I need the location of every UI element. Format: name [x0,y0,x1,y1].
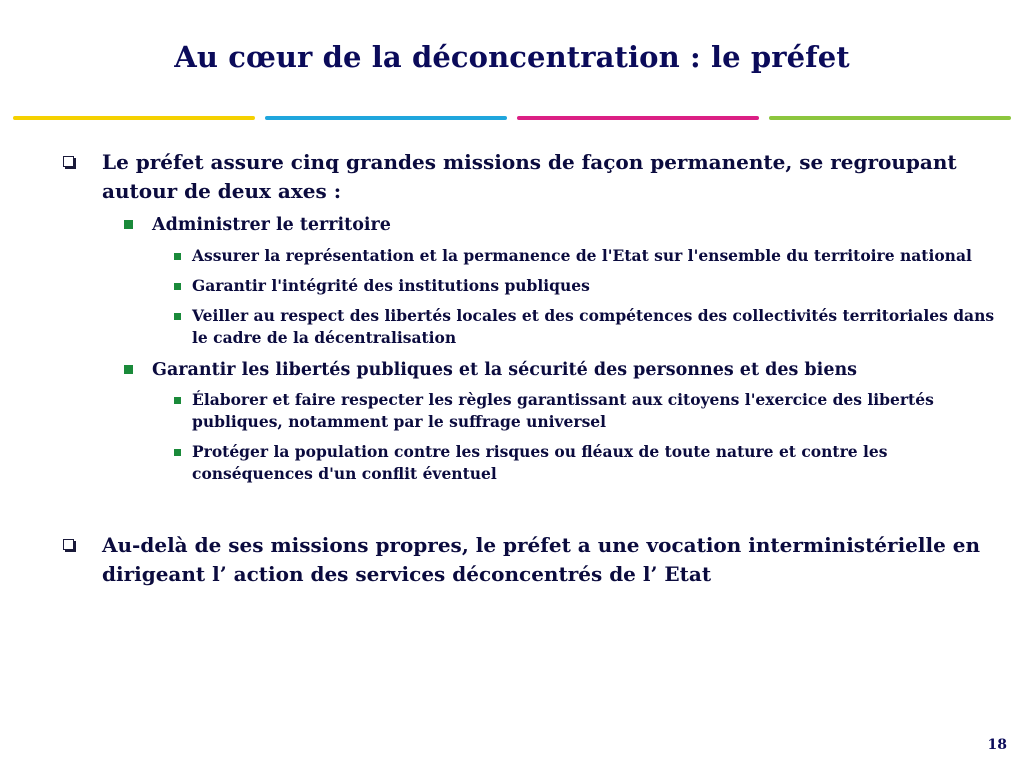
axis-1-label: Administrer le territoire [152,215,391,235]
axis-2-item-2-text: Protéger la population contre les risques ou fléaux de toute nature et contre les conséquences d'un conflit éventuel [192,442,888,483]
page-number: 18 [987,737,1007,753]
green-square-bullet-icon [124,220,133,229]
blue-rule [265,116,507,120]
color-rules [13,116,1011,121]
small-green-square-bullet-icon [174,253,181,260]
hollow-square-bullet-icon [63,539,74,550]
axis-1-item-2 [152,275,1000,297]
main-bullet-2-text: Au-delà de ses missions propres, le préfet a une vocation interministérielle en dirigeant l’ action des services déconcentrés de l’ Etat [102,533,981,586]
hollow-square-bullet-icon [63,156,74,167]
axis-1-bullet [110,212,1000,238]
main-bullet-1-text: Le préfet assure cinq grandes missions de façon permanente, se regroupant autour de deux axes : [102,150,957,203]
axis-1-item-3 [152,305,1000,349]
axis-2-item-1-text: Élaborer et faire respecter les règles garantissant aux citoyens l'exercice des libertés publiques, notamment par le suffrage universel [192,390,934,431]
axis-1-item-1 [152,245,1000,267]
slide-title: Au cœur de la déconcentration : le préfet [174,40,850,74]
axis-1-item-2-text: Garantir l'intégrité des institutions publiques [192,276,590,295]
slide-content [60,148,1000,589]
green-square-bullet-icon [124,365,133,374]
small-green-square-bullet-icon [174,313,181,320]
axis-1-item-3-text: Veiller au respect des libertés locales et des compétences des collectivités territoriales dans le cadre de la décentralisation [192,306,995,347]
main-bullet-2 [60,531,1000,589]
axis-2-item-1 [152,389,1000,433]
axis-2-label: Garantir les libertés publiques et la sécurité des personnes et des biens [152,360,858,380]
axis-2-bullet [110,357,1000,383]
main-bullet-1 [60,148,1000,206]
axis-1-item-1-text: Assurer la représentation et la permanence de l'Etat sur l'ensemble du territoire national [192,246,972,265]
small-green-square-bullet-icon [174,449,181,456]
small-green-square-bullet-icon [174,397,181,404]
green-rule [769,116,1011,120]
magenta-rule [517,116,759,120]
yellow-rule [13,116,255,120]
axis-2-item-2 [152,441,1000,485]
small-green-square-bullet-icon [174,283,181,290]
